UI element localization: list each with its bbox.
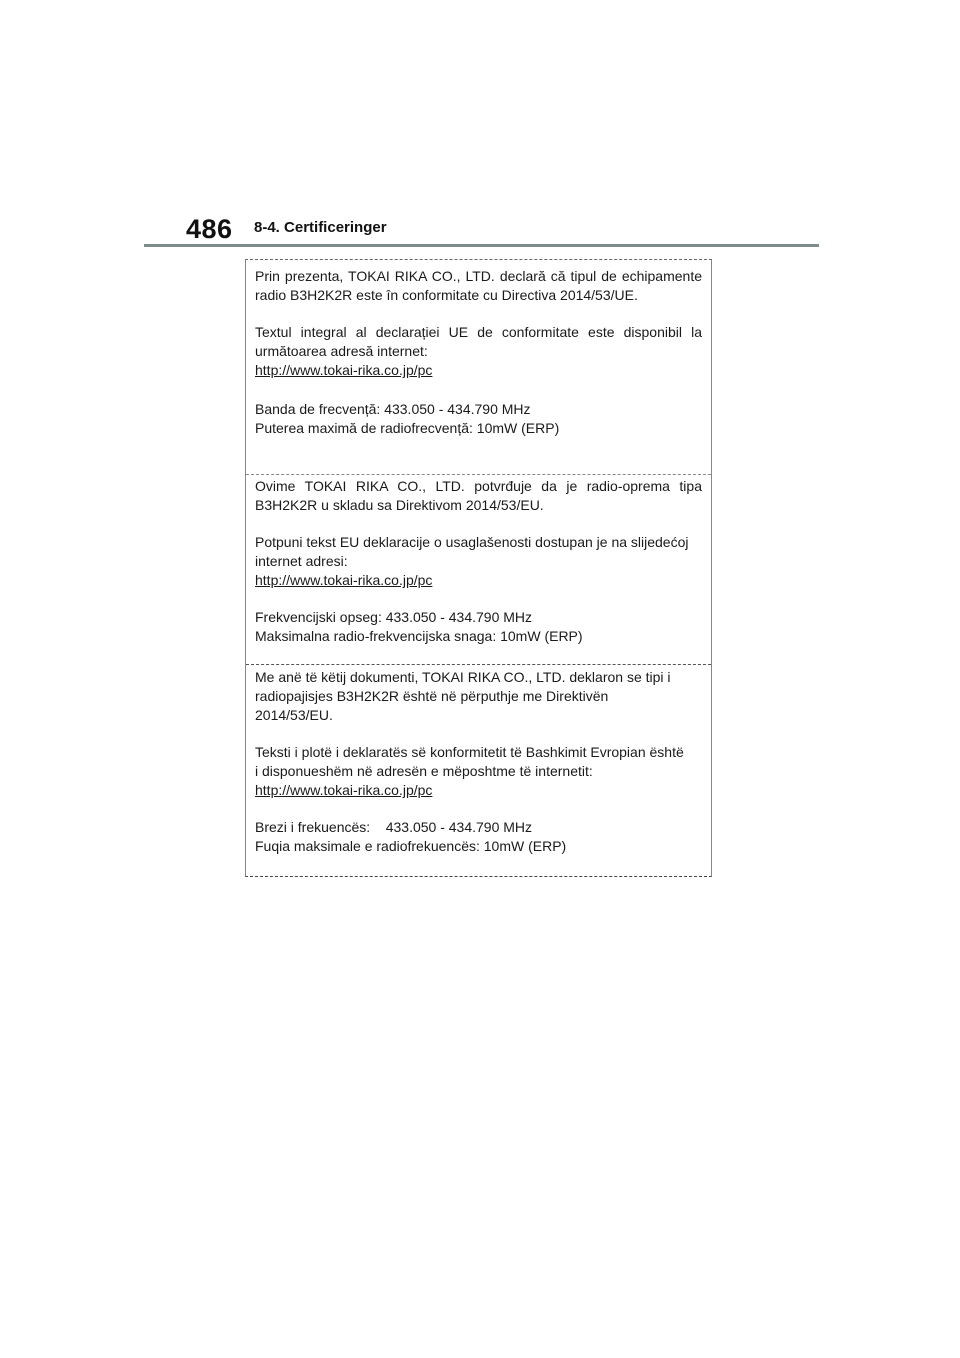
frequency-band: Brezi i frekuencës: 433.050 - 434.790 MHz bbox=[255, 819, 533, 835]
certification-section-bosnian bbox=[246, 475, 711, 665]
certification-section-albanian bbox=[246, 665, 711, 877]
declaration-line-3: 2014/53/EU. bbox=[255, 707, 333, 723]
full-text-intro: Potpuni tekst EU deklaracije o usaglašenosti dostupan je na slijedećoj internet adresi: bbox=[255, 534, 689, 569]
declaration-url-link[interactable]: http://www.tokai-rika.co.jp/pc bbox=[255, 572, 433, 588]
frequency-band: Frekvencijski opseg: 433.050 - 434.790 MHz bbox=[255, 609, 533, 625]
max-power: Maksimalna radio-frekvencijska snaga: 10mW (ERP) bbox=[255, 628, 583, 644]
declaration-text: Prin prezenta, TOKAI RIKA CO., LTD. declară că tipul de echipamente radio B3H2K2R este în conformitate cu Directiva 2014/53/UE. bbox=[255, 268, 702, 303]
frequency-band: Banda de frecvență: 433.050 - 434.790 MHz bbox=[255, 401, 531, 417]
max-power: Puterea maximă de radiofrecvență: 10mW (ERP) bbox=[255, 420, 560, 436]
page-header bbox=[0, 0, 960, 250]
section-title: 8-4. Certificeringer bbox=[254, 219, 387, 236]
certification-section-romanian bbox=[246, 260, 711, 475]
header-divider bbox=[144, 244, 819, 247]
full-text-intro: Textul integral al declarației UE de conformitate este disponibil la următoarea adresă internet: bbox=[255, 324, 702, 359]
max-power: Fuqia maksimale e radiofrekuencës: 10mW (ERP) bbox=[255, 838, 567, 854]
declaration-url-link[interactable]: http://www.tokai-rika.co.jp/pc bbox=[255, 362, 433, 378]
page-number: 486 bbox=[186, 214, 233, 244]
full-text-line-1: Teksti i plotë i deklaratës së konformitetit të Bashkimit Evropian është bbox=[255, 744, 684, 760]
declaration-line-2: radiopajisjes B3H2K2R është në përputhje me Direktivën bbox=[255, 688, 609, 704]
declaration-url-link[interactable]: http://www.tokai-rika.co.jp/pc bbox=[255, 782, 433, 798]
declaration-text: Ovime TOKAI RIKA CO., LTD. potvrđuje da je radio-oprema tipa B3H2K2R u skladu sa Direktivom 2014/53/EU. bbox=[255, 478, 702, 513]
declaration-line-1: Me anë të këtij dokumenti, TOKAI RIKA CO., LTD. deklaron se tipi i bbox=[255, 669, 671, 685]
full-text-line-2: i disponueshëm në adresën e mëposhtme të internetit: bbox=[255, 763, 593, 779]
certification-box bbox=[245, 259, 712, 877]
